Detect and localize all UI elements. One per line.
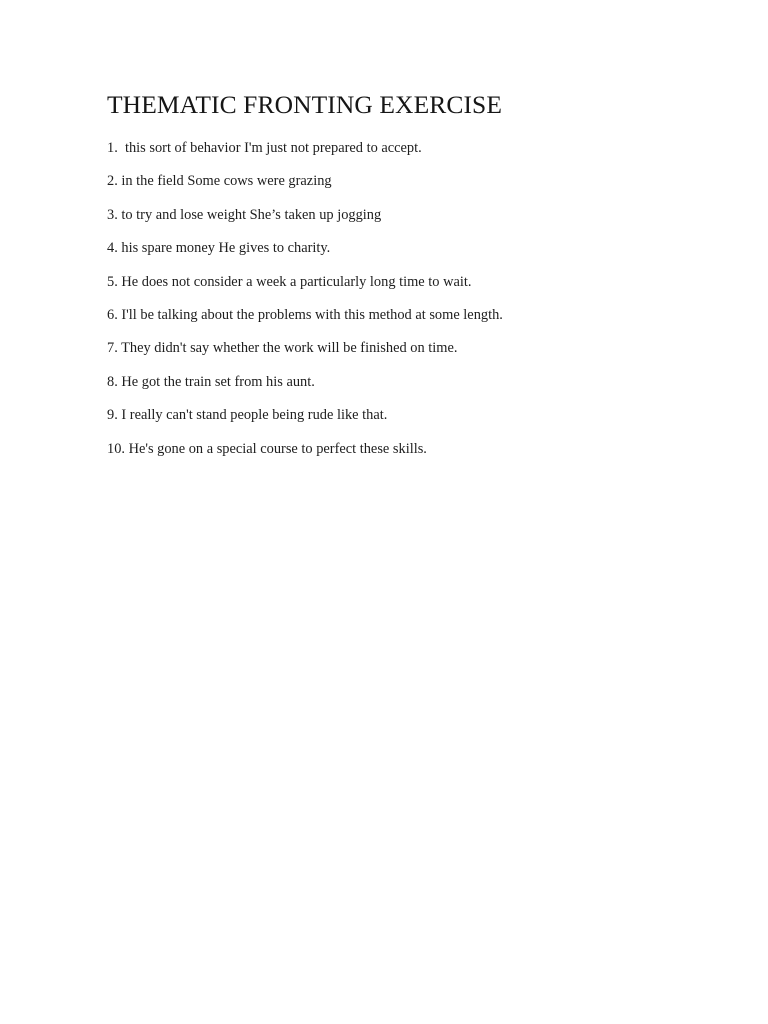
list-item-10: 10. He's gone on a special course to perfect these skills. <box>107 440 427 457</box>
list-item-7: 7. They didn't say whether the work will be finished on time. <box>107 340 458 357</box>
list-item-3: 3. to try and lose weight She’s taken up jogging <box>107 206 382 223</box>
list-item-1: 1. this sort of behavior I'm just not prepared to accept. <box>107 140 422 156</box>
list-item-4: 4. his spare money He gives to charity. <box>107 240 331 257</box>
list-item-9: 9. I really can't stand people being rude like that. <box>107 407 388 424</box>
exercise-list <box>107 138 503 472</box>
list-item-6: 6. I'll be talking about the problems with this method at some length. <box>107 306 503 323</box>
list-item-8: 8. He got the train set from his aunt. <box>107 373 315 390</box>
list-item-2: 2. in the field Some cows were grazing <box>107 173 332 190</box>
list-item-5: 5. He does not consider a week a particularly long time to wait. <box>107 273 472 290</box>
page-title: THEMATIC FRONTING EXERCISE <box>107 90 503 119</box>
